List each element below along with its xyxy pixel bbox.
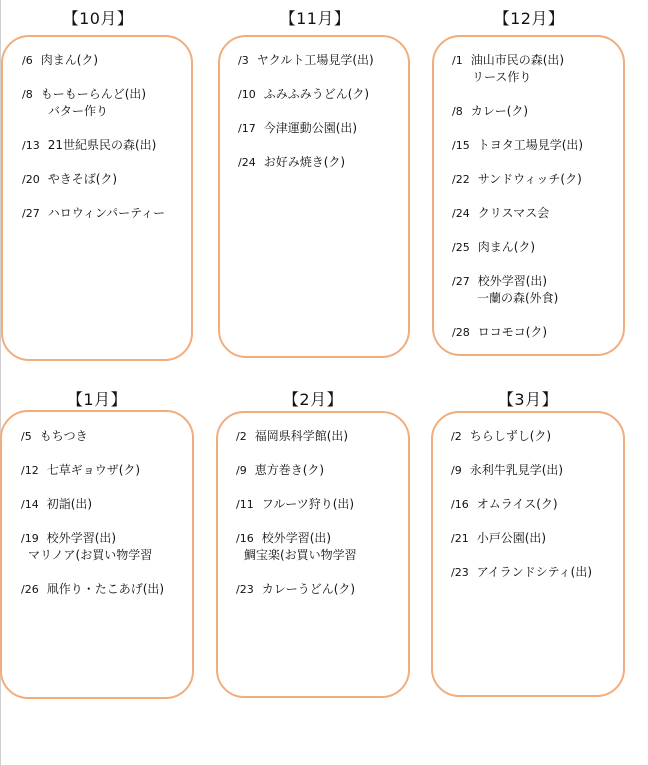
entry-date: /6: [22, 54, 33, 67]
schedule-entry: [451, 564, 623, 581]
entry-text: 永利牛乳見学(出): [469, 463, 564, 477]
schedule-entry: [452, 103, 623, 120]
schedule-entry: [21, 581, 192, 598]
entry-list-february: [236, 428, 408, 615]
entry-date: /22: [452, 173, 470, 186]
entry-text: 恵方巻き(ク): [254, 463, 325, 477]
entry-text: トヨタ工場見学(出): [477, 138, 584, 152]
schedule-entry: [236, 462, 408, 479]
entry-text: 21世紀県民の森(出): [47, 138, 157, 152]
entry-text: やきそば(ク): [47, 172, 118, 186]
entry-list-march: [451, 428, 623, 598]
schedule-entry: [452, 52, 623, 86]
entry-date: /13: [22, 139, 40, 152]
schedule-entry: [236, 496, 408, 513]
schedule-entry: [238, 52, 408, 69]
entry-text: もーもーらんど(出): [40, 87, 147, 101]
entry-date: /19: [21, 532, 39, 545]
schedule-entry: [451, 530, 623, 547]
schedule-entry: [452, 205, 623, 222]
entry-date: /2: [236, 430, 247, 443]
month-box-march: [431, 411, 625, 697]
schedule-entry: [22, 52, 191, 69]
entry-date: /16: [236, 532, 254, 545]
entry-text-continuation: リース作り: [472, 70, 532, 84]
month-box-january: [0, 410, 194, 699]
entry-text: アイランドシティ(出): [476, 565, 593, 579]
schedule-entry: [452, 273, 623, 307]
entry-text-continuation: 一蘭の森(外食): [477, 291, 559, 305]
month-title-october: 【10月】: [62, 9, 134, 28]
entry-date: /20: [22, 173, 40, 186]
schedule-entry: [452, 324, 623, 341]
entry-text: ハロウィンパーティー: [47, 206, 166, 220]
schedule-entry: [21, 462, 192, 479]
month-box-december: [432, 35, 625, 356]
entry-text: カレー(ク): [470, 104, 529, 118]
schedule-entry: [452, 171, 623, 188]
entry-text: ふみふみうどん(ク): [263, 87, 370, 101]
month-title-november: 【11月】: [279, 9, 351, 28]
entry-date: /15: [452, 139, 470, 152]
entry-date: /12: [21, 464, 39, 477]
schedule-entry: [236, 428, 408, 445]
entry-text: 七草ギョウザ(ク): [46, 463, 141, 477]
entry-text: 校外学習(出): [477, 274, 548, 288]
entry-text: カレーうどん(ク): [261, 582, 356, 596]
schedule-entry: [21, 530, 192, 564]
entry-date: /23: [236, 583, 254, 596]
entry-date: /1: [452, 54, 463, 67]
schedule-entry: [236, 581, 408, 598]
entry-text: ヤクルト工場見学(出): [256, 53, 374, 67]
schedule-entry: [238, 86, 408, 103]
entry-list-january: [21, 428, 192, 615]
entry-date: /24: [238, 156, 256, 169]
entry-text: 肉まん(ク): [477, 240, 536, 254]
entry-text: ちらしずし(ク): [469, 429, 552, 443]
entry-date: /25: [452, 241, 470, 254]
schedule-entry: [22, 86, 191, 120]
entry-text: お好み焼き(ク): [263, 155, 346, 169]
entry-date: /23: [451, 566, 469, 579]
entry-date: /5: [21, 430, 32, 443]
entry-date: /27: [22, 207, 40, 220]
entry-list-november: [238, 52, 408, 188]
entry-text: ロコモコ(ク): [477, 325, 548, 339]
entry-date: /11: [236, 498, 254, 511]
entry-text: 福岡県科学館(出): [254, 429, 349, 443]
schedule-entry: [238, 120, 408, 137]
entry-date: /28: [452, 326, 470, 339]
schedule-entry: [451, 462, 623, 479]
schedule-entry: [21, 496, 192, 513]
entry-text-continuation: 鯛宝楽(お買い物学習: [244, 548, 357, 562]
month-title-december: 【12月】: [493, 9, 565, 28]
entry-list-december: [452, 52, 623, 358]
entry-text: 初詣(出): [46, 497, 93, 511]
entry-date: /21: [451, 532, 469, 545]
entry-text: 凧作り・たこあげ(出): [46, 582, 165, 596]
month-box-february: [216, 411, 410, 698]
entry-text: サンドウィッチ(ク): [477, 172, 582, 186]
entry-text-continuation: バター作り: [48, 104, 109, 118]
schedule-entry: [22, 171, 191, 188]
schedule-entry: [22, 205, 191, 222]
entry-date: /26: [21, 583, 39, 596]
entry-text: 校外学習(出): [261, 531, 332, 545]
entry-date: /9: [236, 464, 247, 477]
entry-text: 小戸公園(出): [476, 531, 547, 545]
entry-date: /8: [22, 88, 33, 101]
entry-date: /16: [451, 498, 469, 511]
entry-text: オムライス(ク): [476, 497, 558, 511]
schedule-entry: [238, 154, 408, 171]
month-title-february: 【2月】: [282, 390, 344, 409]
schedule-entry: [451, 428, 623, 445]
entry-date: /14: [21, 498, 39, 511]
entry-text: 肉まん(ク): [40, 53, 99, 67]
entry-date: /10: [238, 88, 256, 101]
entry-date: /8: [452, 105, 463, 118]
entry-date: /3: [238, 54, 249, 67]
entry-date: /17: [238, 122, 256, 135]
schedule-entry: [452, 239, 623, 256]
entry-date: /24: [452, 207, 470, 220]
entry-text: 校外学習(出): [46, 531, 117, 545]
month-box-october: [1, 35, 193, 361]
schedule-entry: [22, 137, 191, 154]
entry-text: もちつき: [39, 429, 88, 443]
month-title-march: 【3月】: [497, 390, 559, 409]
schedule-entry: [452, 137, 623, 154]
entry-text: フルーツ狩り(出): [261, 497, 355, 511]
schedule-entry: [236, 530, 408, 564]
month-title-january: 【1月】: [66, 390, 128, 409]
entry-text: クリスマス会: [477, 206, 550, 220]
schedule-entry: [21, 428, 192, 445]
entry-text: 油山市民の森(出): [470, 53, 565, 67]
month-box-november: [218, 35, 410, 358]
entry-text-continuation: マリノア(お買い物学習: [28, 548, 153, 562]
entry-date: /9: [451, 464, 462, 477]
entry-text: 今津運動公園(出): [263, 121, 358, 135]
entry-list-october: [22, 52, 191, 239]
entry-date: /27: [452, 275, 470, 288]
entry-date: /2: [451, 430, 462, 443]
schedule-entry: [451, 496, 623, 513]
